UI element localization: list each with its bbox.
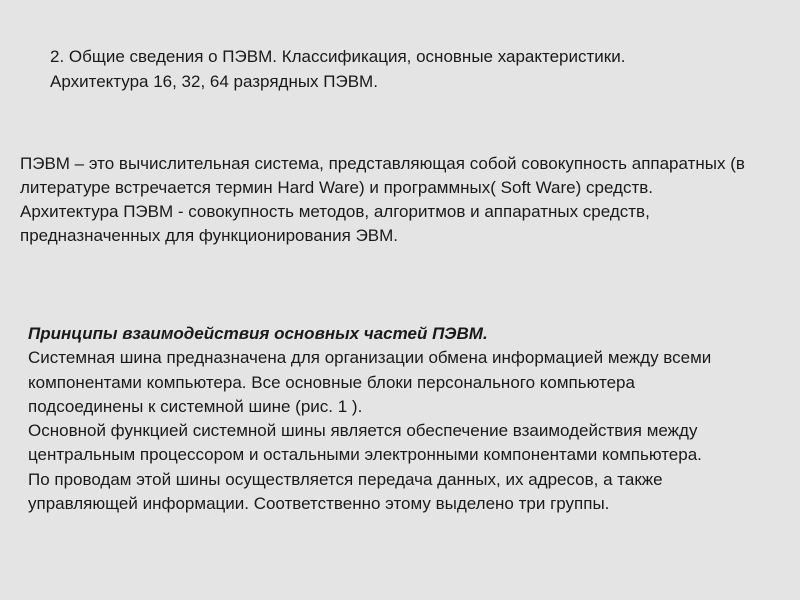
definition-text: ПЭВМ – это вычислительная система, представляющая собой совокупность аппаратных (в литературе встречается термин Hard Ware) и программных( Soft Ware) средств. bbox=[20, 154, 745, 197]
definition-block bbox=[20, 152, 780, 248]
principles-block bbox=[28, 322, 718, 516]
title-line-2: Архитектура 16, 32, 64 разрядных ПЭВМ. bbox=[50, 72, 378, 91]
principles-heading: Принципы взаимодействия основных частей ПЭВМ. bbox=[28, 324, 488, 343]
title-line-1: 2. Общие сведения о ПЭВМ. Классификация, основные характеристики. bbox=[50, 47, 626, 66]
architecture-text: Архитектура ПЭВМ - совокупность методов, алгоритмов и аппаратных средств, предназначенных для функционирования ЭВМ. bbox=[20, 202, 650, 245]
principles-text-2: Основной функцией системной шины является обеспечение взаимодействия между центральным процессором и остальными электронными компонентами компьютера. По проводам этой шины осуществляется передача данных, их адресов, а также управляющей информации. Соответственно этому выделено три группы. bbox=[28, 421, 702, 514]
principles-text-1: Системная шина предназначена для организации обмена информацией между всеми компонентами компьютера. Все основные блоки персонального компьютера подсоединены к системной шине (рис. 1 ). bbox=[28, 348, 712, 416]
slide-title bbox=[50, 44, 770, 94]
